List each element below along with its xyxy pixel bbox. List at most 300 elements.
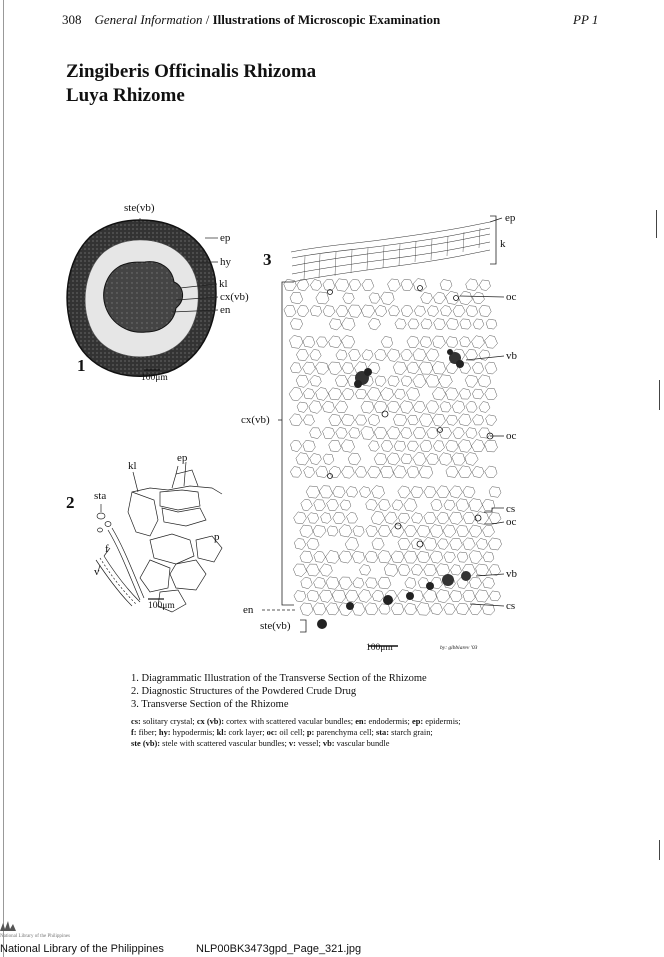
- parenchyma-cell: [359, 565, 370, 576]
- parenchyma-cell: [294, 512, 307, 524]
- parenchyma-cell: [335, 375, 348, 387]
- footer-library: National Library of the Philippines: [0, 943, 164, 955]
- legend-abbr: cs:: [131, 717, 141, 726]
- parenchyma-cell: [341, 336, 354, 349]
- parenchyma-cell: [424, 512, 437, 524]
- parenchyma-cell: [355, 389, 366, 399]
- parenchyma-cell: [381, 292, 395, 305]
- parenchyma-cell: [345, 537, 359, 550]
- legend-abbr: ste (vb):: [131, 739, 161, 748]
- fig3-scale: 100μm: [366, 643, 393, 653]
- parenchyma-cell: [349, 279, 361, 290]
- parenchyma-cell: [485, 362, 497, 374]
- parenchyma-cell: [387, 453, 400, 465]
- parenchyma-cell: [303, 336, 315, 347]
- parenchyma-cell: [300, 525, 313, 538]
- parenchyma-cell: [420, 440, 432, 452]
- parenchyma-cell: [304, 389, 315, 399]
- parenchyma-cell: [437, 539, 448, 550]
- parenchyma-cell: [453, 306, 465, 318]
- parenchyma-cell: [314, 551, 326, 562]
- legend-desc: cork layer;: [226, 728, 267, 737]
- parenchyma-cell: [427, 306, 438, 317]
- parenchyma-cell: [430, 551, 443, 563]
- parenchyma-cell: [452, 453, 465, 465]
- parenchyma-cell: [355, 466, 367, 477]
- parenchyma-cell: [485, 336, 498, 349]
- fig2-scale: 100μm: [148, 601, 175, 611]
- parenchyma-cell: [446, 415, 457, 425]
- parenchyma-cell: [352, 603, 365, 616]
- legend-abbr: v:: [288, 739, 296, 748]
- parenchyma-cell: [482, 525, 494, 537]
- parenchyma-cell: [314, 500, 326, 511]
- parenchyma-cell: [340, 500, 351, 510]
- parenchyma-cell: [391, 551, 404, 563]
- parenchyma-cell: [303, 440, 316, 451]
- parenchyma-cell: [374, 453, 387, 465]
- parenchyma-cell: [316, 362, 329, 374]
- parenchyma-cell: [290, 292, 303, 304]
- parenchyma-cell: [310, 279, 321, 290]
- parenchyma-cell: [458, 440, 471, 453]
- parenchyma-cell: [460, 319, 471, 329]
- parenchyma-cell: [489, 591, 500, 601]
- parenchyma-cell: [303, 415, 314, 425]
- parenchyma-cell: [393, 466, 406, 478]
- parenchyma-cell: [401, 376, 412, 387]
- fig1-label-en: en: [220, 304, 231, 316]
- parenchyma-cell: [473, 319, 484, 329]
- parenchyma-cell: [387, 427, 400, 440]
- parenchyma-cell: [329, 319, 341, 330]
- parenchyma-cell: [372, 538, 384, 550]
- parenchyma-cell: [457, 526, 469, 537]
- parenchyma-cell: [348, 453, 361, 465]
- parenchyma-cell: [284, 279, 297, 290]
- parenchyma-cell: [446, 388, 459, 400]
- parenchyma-cell: [389, 306, 400, 317]
- parenchyma-cell: [374, 427, 387, 439]
- caption-2: 2. Diagnostic Structures of the Powdered Crude Drug: [131, 686, 357, 697]
- parenchyma-cell: [475, 512, 488, 525]
- parenchyma-cell: [297, 402, 308, 412]
- parenchyma-cell: [427, 427, 439, 439]
- legend-desc: cortex with scattered vacular bundles;: [224, 717, 356, 726]
- parenchyma-cell: [472, 466, 484, 477]
- parenchyma-cell: [361, 401, 374, 413]
- parenchyma-cell: [426, 453, 438, 464]
- parenchyma-cell: [439, 427, 451, 439]
- fig3-label-ep: ep: [505, 212, 516, 224]
- parenchyma-cell: [391, 603, 404, 615]
- legend-line-2: [131, 727, 461, 738]
- legend-abbr: vb:: [322, 739, 335, 748]
- parenchyma-cell: [432, 362, 446, 375]
- parenchyma-cell: [297, 279, 309, 291]
- parenchyma-cell: [321, 513, 332, 524]
- parenchyma-cell: [346, 487, 357, 498]
- parenchyma-cell: [388, 401, 400, 413]
- fig2-label-ep: ep: [177, 452, 188, 464]
- parenchyma-cell: [419, 414, 433, 427]
- parenchyma-cell: [284, 306, 296, 317]
- parenchyma-cell: [368, 414, 380, 426]
- fig1-label-ep: ep: [220, 232, 231, 244]
- parenchyma-cell: [413, 349, 426, 361]
- parenchyma-cell: [472, 362, 484, 373]
- parenchyma-cell: [436, 590, 450, 603]
- parenchyma-cell: [452, 401, 465, 414]
- parenchyma-cell: [379, 500, 391, 511]
- legend-abbr: en:: [355, 717, 367, 726]
- parenchyma-cell: [400, 401, 413, 414]
- fig3-label-cs1: cs: [506, 503, 516, 515]
- fig2-label-kl: kl: [128, 460, 137, 472]
- fig1-label-kl: kl: [219, 278, 228, 290]
- parenchyma-cell: [378, 551, 391, 563]
- parenchyma-cell: [417, 551, 429, 562]
- library-stamp: National Library of the Philippines: [0, 934, 70, 939]
- parenchyma-cell: [460, 337, 471, 347]
- parenchyma-cell: [401, 428, 412, 439]
- parenchyma-cell: [466, 401, 477, 412]
- parenchyma-cell: [411, 513, 422, 524]
- parenchyma-cell: [444, 603, 456, 614]
- figure-3-drawing: [291, 222, 490, 282]
- parenchyma-cell: [476, 538, 487, 549]
- parenchyma-cell: [463, 538, 476, 550]
- parenchyma-cell: [392, 500, 403, 511]
- parenchyma-cell: [453, 427, 465, 439]
- parenchyma-cell: [439, 453, 452, 466]
- parenchyma-cell: [456, 499, 469, 512]
- parenchyma-cell: [368, 318, 380, 330]
- parenchyma-cell: [355, 415, 366, 425]
- fig2-label-sta: sta: [94, 490, 107, 502]
- parenchyma-cell: [446, 318, 458, 329]
- parenchyma-cell: [339, 525, 352, 537]
- parenchyma-cell: [342, 414, 355, 426]
- parenchyma-cell: [380, 388, 393, 401]
- parenchyma-cell: [309, 401, 322, 414]
- caption-3: 3. Transverse Section of the Rhizome: [131, 699, 289, 710]
- parenchyma-cell: [449, 512, 462, 524]
- parenchyma-cell: [395, 319, 406, 329]
- legend-desc: vascular bundle: [334, 739, 390, 748]
- legend-desc: parenchyma cell;: [314, 728, 376, 737]
- parenchyma-cell: [446, 466, 458, 477]
- parenchyma-cell: [489, 487, 501, 498]
- parenchyma-cell: [413, 374, 426, 387]
- parenchyma-cell: [352, 551, 365, 563]
- fig1-label-cx: cx(vb): [220, 291, 249, 303]
- parenchyma-cell: [482, 499, 495, 511]
- fig2-label-f: f: [105, 543, 109, 555]
- parenchyma-cell: [322, 401, 334, 413]
- parenchyma-cell: [439, 375, 453, 388]
- legend-desc: hypodermis;: [170, 728, 217, 737]
- parenchyma-cell: [381, 466, 394, 478]
- parenchyma-cell: [323, 427, 335, 439]
- fig1-number: 1: [77, 356, 86, 375]
- fig3-label-oc1: oc: [506, 291, 517, 303]
- figure-2-drawing: [96, 462, 222, 612]
- parenchyma-cell: [393, 362, 407, 375]
- parenchyma-cell: [289, 335, 303, 348]
- parenchyma-cell: [443, 525, 456, 537]
- abbreviation-legend: [131, 716, 461, 749]
- parenchyma-cell: [413, 279, 426, 292]
- parenchyma-cell: [472, 389, 483, 399]
- parenchyma-cell: [388, 376, 400, 387]
- parenchyma-cell: [335, 279, 349, 292]
- parenchyma-cell: [329, 336, 342, 348]
- parenchyma-cell: [398, 538, 411, 549]
- parenchyma-cell: [433, 441, 444, 452]
- parenchyma-cell: [329, 466, 341, 478]
- parenchyma-cell: [420, 337, 432, 348]
- legend-desc: solitary crystal;: [140, 717, 197, 726]
- parenchyma-cell: [336, 350, 347, 360]
- parenchyma-cell: [431, 499, 442, 510]
- parenchyma-cell: [469, 499, 483, 512]
- parenchyma-cell: [413, 401, 425, 413]
- fig2-label-p: p: [214, 531, 220, 543]
- parenchyma-cell: [310, 306, 322, 317]
- parenchyma-cell: [300, 551, 313, 563]
- parenchyma-cell: [316, 337, 327, 347]
- parenchyma-cell: [469, 525, 482, 537]
- parenchyma-cell: [369, 293, 380, 303]
- parenchyma-cell: [405, 578, 416, 589]
- parenchyma-cell: [301, 577, 313, 588]
- parenchyma-cell: [365, 551, 377, 563]
- footer-file: NLP00BK3473gpd_Page_321.jpg: [196, 943, 362, 955]
- page-tag: PP 1: [573, 12, 599, 27]
- fig3-credit: by: gibbiarev '03: [440, 645, 478, 651]
- legend-abbr: sta:: [375, 728, 389, 737]
- parenchyma-cell: [306, 486, 320, 498]
- parenchyma-cell: [469, 551, 482, 564]
- parenchyma-cell: [369, 441, 380, 451]
- parenchyma-cell: [307, 590, 319, 601]
- parenchyma-cell: [323, 306, 335, 317]
- legend-line-1: [131, 716, 461, 727]
- fig2-number: 2: [66, 493, 75, 512]
- parenchyma-cell: [346, 590, 359, 602]
- parenchyma-cell: [306, 564, 319, 576]
- parenchyma-cell: [333, 487, 345, 498]
- parenchyma-cell: [485, 466, 497, 478]
- parenchyma-cell: [430, 525, 443, 538]
- figure-captions: [131, 672, 427, 711]
- parenchyma-cell: [304, 467, 315, 478]
- parenchyma-cell: [353, 578, 364, 589]
- parenchyma-cell: [424, 487, 436, 498]
- parenchyma-cell: [296, 350, 308, 361]
- section-name: General Information: [94, 12, 203, 27]
- legend-abbr: oc:: [266, 728, 278, 737]
- parenchyma-cell: [463, 487, 475, 498]
- parenchyma-cell: [437, 486, 450, 498]
- parenchyma-cell: [372, 486, 385, 499]
- parenchyma-cell: [421, 292, 433, 303]
- parenchyma-cell: [342, 466, 355, 478]
- parenchyma-cell: [378, 577, 391, 589]
- fig3-label-vb2: vb: [506, 568, 517, 580]
- parenchyma-cell: [404, 551, 417, 563]
- parenchyma-cell: [413, 427, 426, 438]
- parenchyma-cell: [314, 577, 326, 588]
- parenchyma-cell: [405, 525, 417, 536]
- parenchyma-cell: [478, 375, 491, 387]
- fig3-number: 3: [263, 250, 272, 269]
- parenchyma-cell: [450, 486, 463, 498]
- parenchyma-cell: [316, 388, 329, 401]
- parenchyma-cell: [479, 402, 490, 413]
- parenchyma-cell: [472, 336, 485, 349]
- parenchyma-cell: [339, 551, 352, 563]
- parenchyma-cell: [466, 428, 477, 439]
- parenchyma-cell: [446, 337, 458, 348]
- header-separator: /: [205, 12, 210, 27]
- parenchyma-cell: [433, 414, 446, 426]
- parenchyma-cell: [367, 387, 381, 400]
- parenchyma-cell: [401, 454, 412, 464]
- parenchyma-cell: [407, 336, 419, 348]
- parenchyma-cell: [444, 552, 456, 563]
- parenchyma-cell: [456, 603, 469, 615]
- parenchyma-cell: [414, 306, 425, 317]
- parenchyma-cell: [290, 441, 301, 452]
- fig1-label-hy: hy: [220, 256, 231, 268]
- parenchyma-cell: [459, 291, 473, 305]
- parenchyma-cell: [327, 526, 338, 536]
- fig3-label-cx: cx(vb): [241, 414, 270, 426]
- parenchyma-cell: [450, 565, 461, 575]
- parenchyma-cell: [341, 440, 354, 453]
- parenchyma-cell: [463, 512, 475, 523]
- legend-abbr: cx (vb):: [196, 717, 225, 726]
- parenchyma-cell: [313, 603, 326, 615]
- parenchyma-cell: [408, 319, 419, 329]
- parenchyma-cell: [401, 305, 413, 317]
- parenchyma-cell: [296, 375, 309, 387]
- parenchyma-cell: [319, 486, 332, 498]
- parenchyma-cell: [290, 467, 301, 478]
- fig2-label-v: v: [94, 566, 100, 578]
- parenchyma-cell: [316, 466, 328, 478]
- parenchyma-cell: [391, 525, 404, 538]
- legend-abbr: f:: [131, 728, 137, 737]
- parenchyma-cell: [303, 362, 316, 374]
- parenchyma-cell: [398, 565, 410, 576]
- parenchyma-cell: [329, 388, 342, 400]
- parenchyma-cell: [401, 349, 413, 360]
- parenchyma-cell: [394, 441, 406, 451]
- parenchyma-cell: [411, 487, 423, 498]
- parenchyma-cell: [404, 499, 417, 512]
- parenchyma-cell: [476, 564, 489, 576]
- library-logo-icon: [0, 921, 16, 931]
- parenchyma-cell: [342, 318, 355, 331]
- parenchyma-cell: [444, 500, 455, 511]
- parenchyma-cell: [361, 427, 375, 440]
- parenchyma-cell: [371, 511, 385, 524]
- cortex-cells: [284, 279, 502, 616]
- parenchyma-cell: [353, 526, 364, 537]
- legend-abbr: ep:: [411, 717, 424, 726]
- parenchyma-cell: [398, 513, 409, 523]
- parenchyma-cell: [458, 466, 471, 478]
- parenchyma-cell: [459, 389, 471, 400]
- parenchyma-cell: [446, 291, 460, 304]
- parenchyma-cell: [290, 319, 302, 330]
- parenchyma-cell: [320, 564, 333, 576]
- parenchyma-cell: [430, 603, 442, 615]
- parenchyma-cell: [384, 564, 398, 577]
- parenchyma-cell: [423, 538, 437, 551]
- parenchyma-cell: [320, 590, 333, 602]
- parenchyma-cell: [342, 363, 354, 374]
- parenchyma-cell: [307, 538, 319, 550]
- parenchyma-cell: [423, 589, 436, 602]
- parenchyma-cell: [347, 512, 358, 523]
- parenchyma-cell: [466, 279, 479, 291]
- parenchyma-cell: [385, 512, 398, 524]
- caption-1: 1. Diagrammatic Illustration of the Transverse Section of the Rhizome: [131, 673, 427, 684]
- parenchyma-cell: [407, 441, 418, 451]
- parenchyma-cell: [446, 440, 459, 452]
- parenchyma-cell: [471, 440, 484, 452]
- parenchyma-cell: [349, 349, 361, 361]
- parenchyma-cell: [433, 292, 445, 304]
- parenchyma-cell: [301, 499, 313, 510]
- legend-desc: starch grain;: [388, 728, 433, 737]
- latin-title: Zingiberis Officinalis Rhizoma: [66, 61, 317, 82]
- parenchyma-cell: [366, 499, 378, 510]
- legend-abbr: p:: [306, 728, 315, 737]
- parenchyma-cell: [485, 388, 497, 399]
- parenchyma-cell: [486, 415, 497, 426]
- parenchyma-cell: [313, 525, 326, 537]
- legend-desc: vessel;: [295, 739, 323, 748]
- fig3-label-oc3: oc: [506, 516, 517, 528]
- parenchyma-cell: [310, 453, 322, 464]
- parenchyma-cell: [387, 349, 400, 362]
- legend-abbr: hy:: [158, 728, 171, 737]
- fig3-label-vb1: vb: [506, 350, 517, 362]
- parenchyma-cell: [426, 374, 440, 387]
- legend-desc: fiber;: [136, 728, 159, 737]
- parenchyma-cell: [437, 512, 449, 524]
- parenchyma-cell: [381, 336, 393, 347]
- legend-desc: oil cell;: [277, 728, 307, 737]
- parenchyma-cell: [404, 603, 416, 615]
- parenchyma-cell: [419, 466, 433, 478]
- fig3-label-ste: ste(vb): [260, 620, 291, 632]
- parenchyma-cell: [419, 362, 433, 374]
- parenchyma-cell: [398, 486, 411, 498]
- parenchyma-cell: [426, 349, 439, 362]
- parenchyma-cell: [327, 499, 339, 510]
- parenchyma-cell: [366, 578, 378, 589]
- parenchyma-cell: [469, 604, 481, 615]
- parenchyma-cell: [378, 525, 391, 536]
- parenchyma-cell: [336, 428, 348, 439]
- parenchyma-cell: [421, 319, 432, 329]
